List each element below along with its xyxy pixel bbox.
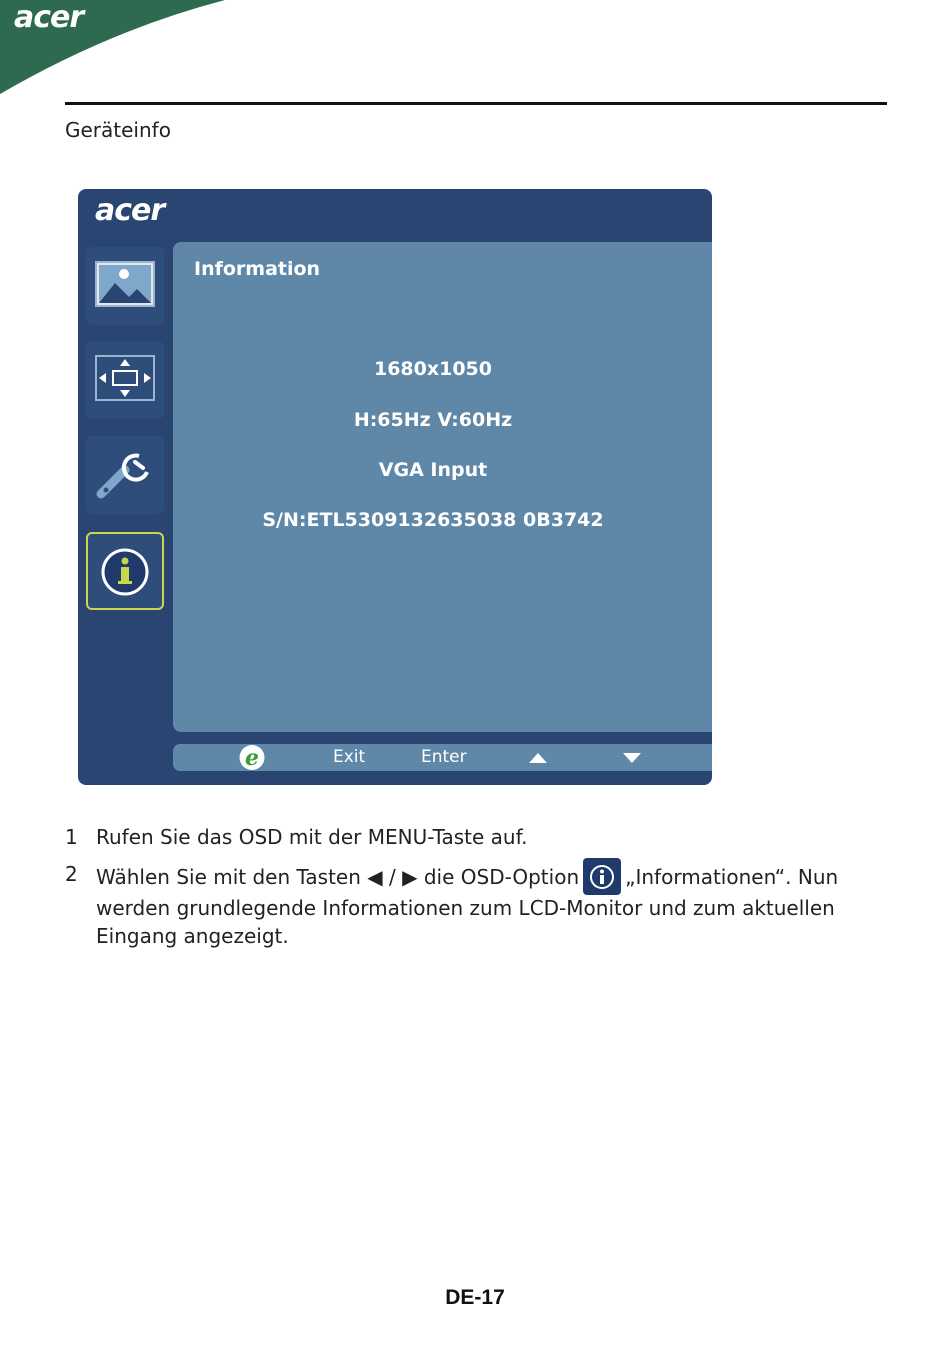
header-rule <box>65 102 887 105</box>
osd-input: VGA Input <box>378 459 488 481</box>
osd-serial-number: S/N:ETL5309132635038 0B3742 <box>262 509 604 531</box>
step-number: 1 <box>65 825 78 849</box>
inline-information-icon <box>583 858 621 895</box>
up-arrow-icon <box>529 753 547 763</box>
page-number: DE-17 <box>445 1286 505 1309</box>
step-text-continued: Eingang angezeigt. <box>96 924 289 948</box>
osd-content-panel <box>173 242 712 732</box>
osd-menu-screenshot <box>78 189 712 785</box>
osd-nav-position <box>86 341 164 419</box>
settings-wrench-icon <box>95 450 155 502</box>
picture-icon <box>95 261 155 307</box>
step-text-after: „Informationen“. Nun <box>625 865 839 889</box>
osd-acer-logo: acer <box>95 193 165 228</box>
information-icon <box>95 546 155 598</box>
step-text: Rufen Sie das OSD mit der MENU-Taste auf. <box>96 825 528 849</box>
osd-resolution: 1680x1050 <box>373 358 493 380</box>
osd-enter-label: Enter <box>421 747 467 767</box>
step-text-continued: werden grundlegende Informationen zum LCD-Monitor und zum aktuellen <box>96 896 835 920</box>
information-icon <box>589 864 615 890</box>
down-arrow-icon <box>623 753 641 763</box>
osd-footer-bar <box>173 744 712 771</box>
step-text <box>96 860 838 897</box>
position-icon <box>95 355 155 401</box>
section-title: Geräteinfo <box>65 118 171 142</box>
empowering-e-icon <box>237 744 267 771</box>
osd-heading: Information <box>194 258 321 280</box>
osd-nav-settings <box>86 436 164 514</box>
svg-text:e: e <box>245 745 259 771</box>
osd-nav-information <box>86 532 164 610</box>
osd-nav-picture <box>86 247 164 325</box>
osd-exit-label: Exit <box>333 747 366 767</box>
acer-logo: acer <box>14 0 84 35</box>
step-number: 2 <box>65 862 78 886</box>
osd-frequency: H:65Hz V:60Hz <box>353 409 513 431</box>
step-text-before: Wählen Sie mit den Tasten ◀ / ▶ die OSD-Option <box>96 865 580 889</box>
